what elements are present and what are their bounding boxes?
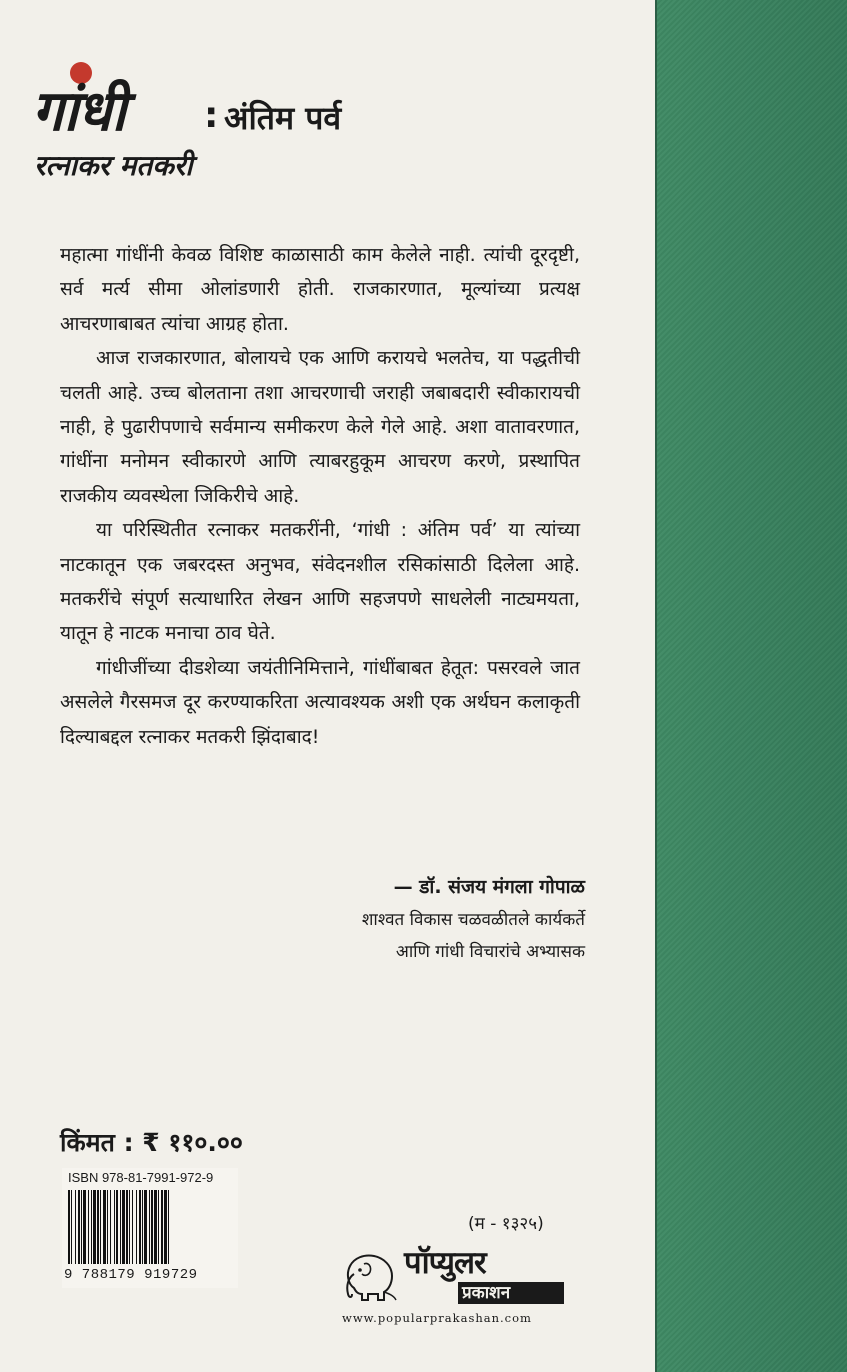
blurb-text — [60, 238, 580, 754]
blurb-paragraph: या परिस्थितीत रत्नाकर मतकरींनी, ‘गांधी : अंतिम पर्व’ या त्यांच्या नाटकातून एक जबरदस्त अनुभव, संवेदनशील रसिकांसाठी दिलेला आहे. मतकरींचे संपूर्ण सत्याधारित लेखन आणि सहजपणे साधलेली नाट्यमयता, यातून हे नाटक मनाचा ठाव घेते. — [60, 519, 580, 645]
isbn-label: ISBN 978-81-7991-972-9 — [68, 1170, 214, 1185]
blurb-paragraph: गांधीजींच्या दीडशेव्या जयंतीनिमित्ताने, गांधींबाबत हेतूत: पसरवले जात असलेले गैरसमज दूर करण्याकरिता अत्यावश्यक अशी एक अर्थघन कलाकृती दिल्याबद्दल रत्नाकर मतकरी झिंदाबाद! — [60, 656, 580, 748]
green-spine-panel — [657, 0, 847, 1372]
book-title: गांधी — [32, 79, 125, 144]
reviewer-role: आणि गांधी विचारांचे अभ्यासक — [395, 942, 585, 962]
blurb-paragraph: महात्मा गांधींनी केवळ विशिष्ट काळासाठी काम केलेले नाही. त्यांची दूरदृष्टी, सर्व मर्त्य सीमा ओलांडणारी होती. राजकारणात, मूल्यांच्या प्रत्यक्ष आचरणाबाबत त्यांचा आग्रह होता. — [60, 244, 580, 335]
reviewer-name: — डॉ. संजय मंगला गोपाळ — [393, 876, 585, 898]
isbn-barcode — [62, 1168, 238, 1288]
catalog-code: (म - १३२५) — [468, 1214, 544, 1234]
book-author: रत्नाकर मतकरी — [34, 149, 193, 182]
title-separator: : — [204, 95, 219, 136]
isbn-digits: 9 788179 919729 — [64, 1267, 198, 1283]
elephant-icon — [340, 1244, 402, 1306]
publisher-name: पॉप्युलर — [404, 1245, 486, 1281]
book-subtitle: अंतिम पर्व — [224, 99, 342, 137]
publisher-subtitle: प्रकाशन — [462, 1283, 511, 1303]
price-label: किंमत : ₹ ११०.०० — [60, 1128, 243, 1157]
publisher-url: www.popularprakashan.com — [342, 1311, 532, 1325]
blurb-paragraph: आज राजकारणात, बोलायचे एक आणि करायचे भलतेच, या पद्धतीची चलती आहे. उच्च बोलताना तशा आचरणाची जराही जबाबदारी स्वीकारायची नाही, हे पुढारीपणाचे सर्वमान्य समीकरण केले गेले आहे. अशा वातावरणात, गांधींना मनोमन स्वीकारणे आणि त्याबरहुकूम आचरण करणे, प्रस्थापित राजकीय व्यवस्थेला जिकिरीचे आहे. — [60, 347, 580, 507]
review-attribution — [300, 870, 585, 968]
barcode-icon — [66, 1190, 234, 1266]
reviewer-role: शाश्वत विकास चळवळीतले कार्यकर्ते — [361, 910, 585, 930]
publisher-logo — [340, 1244, 580, 1328]
